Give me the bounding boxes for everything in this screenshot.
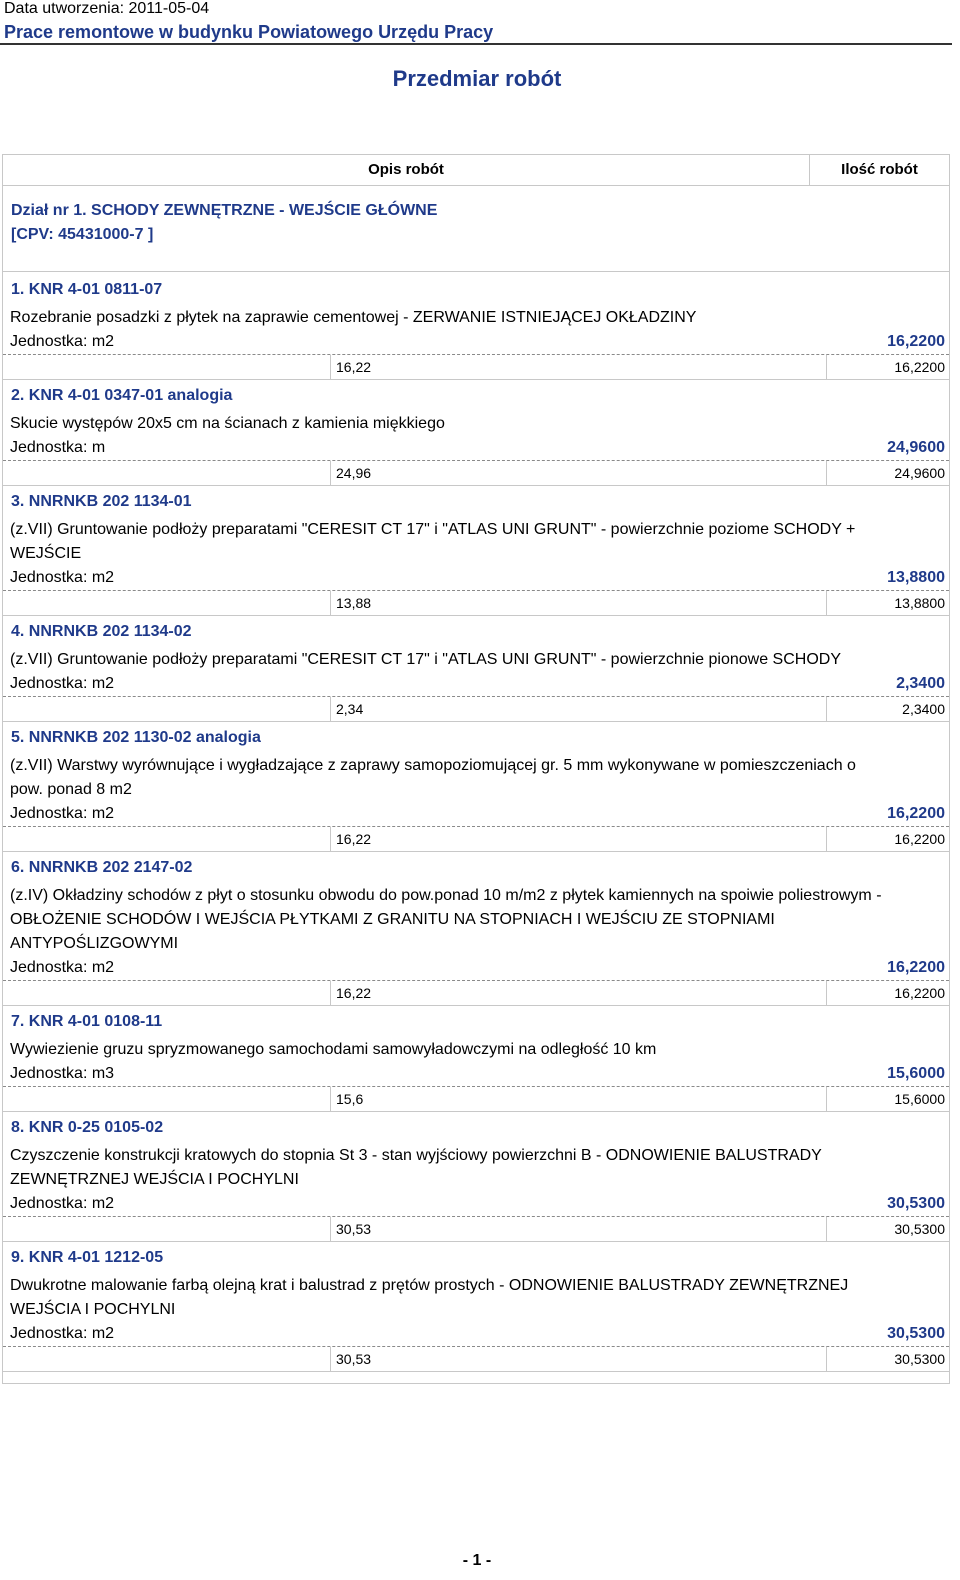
- item-description-line: OBŁOŻENIE SCHODÓW I WEJŚCIA PŁYTKAMI Z GRANITU NA STOPNIACH I WEJŚCIU ZE STOPNIAMI: [10, 911, 775, 928]
- item-title: 4. NNRNKB 202 1134-02: [11, 623, 192, 640]
- item-total-quantity: 13,8800: [887, 569, 945, 586]
- calculation-result: 30,5300: [894, 1351, 945, 1367]
- list-item: [3, 1248, 949, 1372]
- list-item: [3, 622, 949, 722]
- bill-of-quantities-table: [2, 154, 950, 1384]
- calculation-cell: [330, 1347, 827, 1371]
- creation-date: Data utworzenia: 2011-05-04: [4, 0, 210, 17]
- list-item: [3, 1118, 949, 1242]
- item-total-quantity: 30,5300: [887, 1325, 945, 1342]
- row-divider: [3, 615, 949, 616]
- section-divider: [3, 271, 949, 272]
- calculation-cell: [330, 461, 827, 485]
- calculation-row: [3, 697, 949, 721]
- section-cpv-code: [CPV: 45431000-7 ]: [11, 226, 154, 243]
- item-total-quantity: 24,9600: [887, 439, 945, 456]
- list-item: [3, 492, 949, 616]
- item-description-line: WEJŚCIE: [10, 545, 82, 562]
- item-description-line: (z.IV) Okładziny schodów z płyt o stosunku obwodu do pow.ponad 10 m/m2 z płytek kamiennych na spoiwie poliestrowym -: [10, 887, 882, 904]
- calculation-row: [3, 827, 949, 851]
- list-item: [3, 1012, 949, 1112]
- item-unit: Jednostka: m2: [10, 333, 115, 350]
- row-divider: [3, 485, 949, 486]
- section-title: Dział nr 1. SCHODY ZEWNĘTRZNE - WEJŚCIE GŁÓWNE: [11, 202, 438, 219]
- calculation-cell: [330, 591, 827, 615]
- calculation-result: 30,5300: [894, 1221, 945, 1237]
- item-title: 1. KNR 4-01 0811-07: [11, 281, 163, 298]
- item-description: [10, 754, 930, 802]
- project-title: Prace remontowe w budynku Powiatowego Urzędu Pracy: [4, 22, 494, 42]
- item-unit: Jednostka: m2: [10, 675, 115, 692]
- item-title: 5. NNRNKB 202 1130-02 analogia: [11, 729, 261, 746]
- calculation-result: 15,6000: [894, 1091, 945, 1107]
- calculation-cell: [330, 355, 827, 379]
- row-divider: [3, 1005, 949, 1006]
- item-description-line: Rozebranie posadzki z płytek na zaprawie cementowej - ZERWANIE ISTNIEJĄCEJ OKŁADZINY: [10, 309, 697, 326]
- calculation-result: 2,3400: [902, 701, 945, 717]
- item-unit: Jednostka: m2: [10, 959, 115, 976]
- item-description: [10, 518, 930, 566]
- item-description-line: Czyszczenie konstrukcji kratowych do stopnia St 3 - stan wyjściowy powierzchni B - ODNOWIENIE BALUSTRADY: [10, 1147, 822, 1164]
- item-description-line: ZEWNĘTRZNEJ WEJŚCIA I POCHYLNI: [10, 1171, 299, 1188]
- calculation-row: [3, 355, 949, 379]
- item-description-line: (z.VII) Warstwy wyrównujące i wygładzające z zaprawy samopoziomującej gr. 5 mm wykonywane w pomieszczeniach o: [10, 757, 856, 774]
- calculation-value: 30,53: [336, 1221, 372, 1237]
- item-description-line: (z.VII) Gruntowanie podłoży preparatami "CERESIT CT 17" i "ATLAS UNI GRUNT" - powierzchnie pionowe SCHODY: [10, 651, 842, 668]
- item-total-quantity: 16,2200: [887, 805, 945, 822]
- item-title: 6. NNRNKB 202 2147-02: [11, 859, 193, 876]
- column-header-quantity: Ilość robót: [841, 161, 918, 178]
- item-description-line: Wywiezienie gruzu spryzmowanego samochodami samowyładowczymi na odległość 10 km: [10, 1041, 657, 1058]
- calculation-cell: [330, 1087, 827, 1111]
- row-divider: [3, 721, 949, 722]
- item-unit: Jednostka: m2: [10, 1325, 115, 1342]
- calculation-result: 16,2200: [894, 831, 945, 847]
- header-divider: [0, 43, 952, 45]
- calculation-value: 13,88: [336, 595, 372, 611]
- row-divider: [3, 1111, 949, 1112]
- item-description: [10, 1274, 930, 1322]
- item-title: 3. NNRNKB 202 1134-01: [11, 493, 192, 510]
- item-description-line: WEJŚCIA I POCHYLNI: [10, 1301, 176, 1318]
- item-total-quantity: 15,6000: [887, 1065, 945, 1082]
- item-unit: Jednostka: m2: [10, 1195, 115, 1212]
- column-header-description: Opis robót: [3, 155, 810, 185]
- item-description: [10, 884, 930, 956]
- item-description-line: pow. ponad 8 m2: [10, 781, 132, 798]
- calculation-cell: [330, 981, 827, 1005]
- list-item: [3, 280, 949, 380]
- calculation-result: 16,2200: [894, 985, 945, 1001]
- item-title: 7. KNR 4-01 0108-11: [11, 1013, 163, 1030]
- item-title: 2. KNR 4-01 0347-01 analogia: [11, 387, 233, 404]
- calculation-cell: [330, 1217, 827, 1241]
- calculation-cell: [330, 697, 827, 721]
- calculation-result: 24,9600: [894, 465, 945, 481]
- calculation-value: 24,96: [336, 465, 372, 481]
- item-title: 9. KNR 4-01 1212-05: [11, 1249, 164, 1266]
- calculation-row: [3, 591, 949, 615]
- item-unit: Jednostka: m: [10, 439, 106, 456]
- item-description: [10, 1144, 930, 1192]
- calculation-cell: [330, 827, 827, 851]
- list-item: [3, 728, 949, 852]
- page-number: - 1 -: [462, 1552, 492, 1569]
- calculation-row: [3, 1087, 949, 1111]
- item-unit: Jednostka: m3: [10, 1065, 115, 1082]
- row-divider: [3, 1241, 949, 1242]
- item-total-quantity: 2,3400: [896, 675, 945, 692]
- table-header: [3, 155, 949, 186]
- item-description: [10, 412, 930, 436]
- list-item: [3, 858, 949, 1006]
- calculation-value: 16,22: [336, 831, 372, 847]
- calculation-value: 16,22: [336, 359, 372, 375]
- item-description: [10, 648, 930, 672]
- list-item: [3, 386, 949, 486]
- calculation-row: [3, 1347, 949, 1371]
- item-description: [10, 1038, 930, 1062]
- section-heading: [11, 199, 437, 247]
- calculation-value: 15,6: [336, 1091, 364, 1107]
- item-title: 8. KNR 0-25 0105-02: [11, 1119, 164, 1136]
- calculation-value: 30,53: [336, 1351, 372, 1367]
- item-description-line: ANTYPOŚLIZGOWYMI: [10, 935, 179, 952]
- item-description-line: (z.VII) Gruntowanie podłoży preparatami "CERESIT CT 17" i "ATLAS UNI GRUNT" - powierzchnie poziome SCHODY +: [10, 521, 856, 538]
- calculation-result: 13,8800: [894, 595, 945, 611]
- calculation-result: 16,2200: [894, 359, 945, 375]
- row-divider: [3, 851, 949, 852]
- calculation-value: 16,22: [336, 985, 372, 1001]
- row-divider: [3, 1371, 949, 1372]
- item-description-line: Skucie występów 20x5 cm na ścianach z kamienia miękkiego: [10, 415, 445, 432]
- item-total-quantity: 16,2200: [887, 959, 945, 976]
- item-unit: Jednostka: m2: [10, 569, 115, 586]
- calculation-value: 2,34: [336, 701, 364, 717]
- calculation-row: [3, 1217, 949, 1241]
- calculation-row: [3, 461, 949, 485]
- row-divider: [3, 379, 949, 380]
- item-description-line: Dwukrotne malowanie farbą olejną krat i balustrad z prętów prostych - ODNOWIENIE BALUSTRADY ZEWNĘTRZNEJ: [10, 1277, 849, 1294]
- page-title: Przedmiar robót: [392, 66, 562, 91]
- item-total-quantity: 16,2200: [887, 333, 945, 350]
- item-unit: Jednostka: m2: [10, 805, 115, 822]
- item-description: [10, 306, 930, 330]
- item-total-quantity: 30,5300: [887, 1195, 945, 1212]
- calculation-row: [3, 981, 949, 1005]
